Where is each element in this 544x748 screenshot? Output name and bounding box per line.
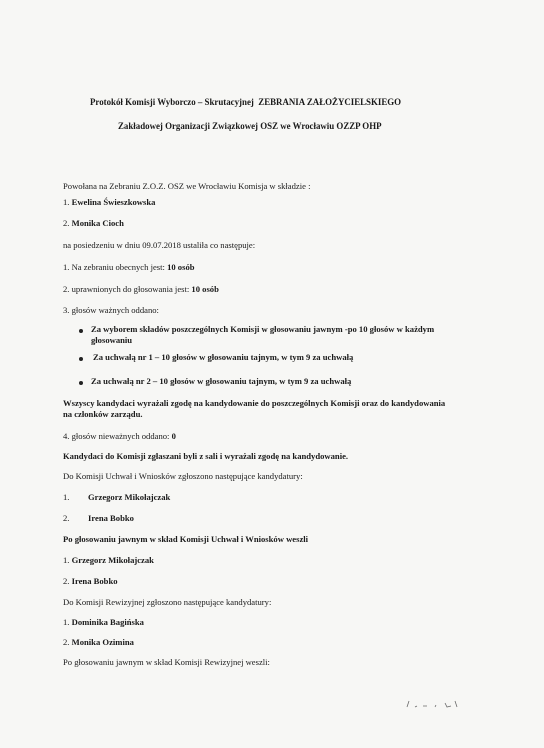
- candidates-from-floor-text: Kandydaci do Komisji zgłaszani byli z sali i wyrażali zgodę na kandydowanie.: [63, 451, 349, 461]
- point-text: 2. uprawnionych do głosowania jest:: [63, 284, 190, 294]
- member-name: Monika Cioch: [71, 218, 124, 228]
- audit-candidate-2: [63, 637, 134, 648]
- meeting-date-text: na posiedzeniu w dniu 09.07.2018 ustaliła co następuje:: [63, 240, 256, 250]
- resolutions-candidate-2: [63, 513, 134, 524]
- candidate-number: 1.: [63, 492, 70, 502]
- candidate-name: Irena Bobko: [88, 513, 134, 523]
- committee-member-2: [63, 218, 124, 229]
- candidate-number: 1.: [63, 617, 70, 627]
- point-value: 0: [171, 431, 176, 441]
- resolutions-elected-2: [63, 576, 118, 587]
- candidate-name: Dominika Bagińska: [71, 617, 144, 627]
- point-1: [63, 262, 195, 273]
- member-name: Ewelina Świeszkowska: [71, 197, 156, 207]
- candidate-number: 2.: [63, 637, 70, 647]
- member-number: 1.: [63, 197, 70, 207]
- audit-committee-intro: Do Komisji Rewizyjnej zgłoszono następujące kandydatury:: [63, 597, 272, 607]
- audit-vote-result: Po głosowaniu jawnym w skład Komisji Rewizyjnej weszli:: [63, 657, 270, 667]
- resolutions-vote-result: [63, 534, 308, 545]
- member-number: 2.: [63, 218, 70, 228]
- resolutions-elected-1: [63, 555, 154, 566]
- bullet-item-1: Za wyborem składów poszczególnych Komisji w głosowaniu jawnym -po 10 głosów w każdym głosowaniu: [91, 324, 435, 345]
- candidate-name: Monika Ozimina: [71, 637, 134, 647]
- handwritten-mark: [405, 697, 465, 711]
- bullet-icon: [79, 357, 83, 361]
- vote-result-text: Po głosowaniu jawnym w skład Komisji Uchwał i Wniosków weszli: [63, 534, 309, 544]
- document-title-line1: [90, 97, 401, 108]
- point-text: 1. Na zebraniu obecnych jest:: [63, 262, 165, 272]
- resolutions-candidate-1: [63, 492, 171, 503]
- bullet-item-3: Za uchwałą nr 2 – 10 głosów w głosowaniu tajnym, w tym 9 za uchwałą: [91, 376, 352, 386]
- elected-number: 2.: [63, 576, 70, 586]
- title-part-b: ZEBRANIA ZAŁOŻYCIELSKIEGO: [258, 97, 402, 107]
- elected-number: 1.: [63, 555, 70, 565]
- title-part-a: Protokół Komisji Wyborczo – Skrutacyjnej: [90, 97, 254, 107]
- bullet-item-2: Za uchwałą nr 1 – 10 głosów w głosowaniu tajnym, w tym 9 za uchwałą: [93, 352, 354, 362]
- candidate-number: 2.: [63, 513, 70, 523]
- point-4: [63, 431, 176, 442]
- point-3: 3. głosów ważnych oddano:: [63, 305, 159, 315]
- bullet-icon: [79, 329, 83, 333]
- point-value: 10 osób: [191, 284, 219, 294]
- resolutions-committee-intro: Do Komisji Uchwał i Wniosków zgłoszono następujące kandydatury:: [63, 471, 303, 481]
- audit-candidate-1: [63, 617, 144, 628]
- elected-name: Irena Bobko: [71, 576, 118, 586]
- committee-member-1: [63, 197, 155, 208]
- point-value: 10 osób: [167, 262, 195, 272]
- point-text: 4. głosów nieważnych oddano:: [63, 431, 170, 441]
- candidate-name: Grzegorz Mikołajczak: [88, 492, 171, 502]
- point-2: [63, 284, 219, 295]
- intro-text: Powołana na Zebraniu Z.O.Z. OSZ we Wrocławiu Komisja w składzie :: [63, 181, 311, 191]
- document-title-line2: Zakładowej Organizacji Związkowej OSZ we Wrocławiu OZZP OHP: [118, 121, 382, 131]
- bullet-icon: [79, 381, 83, 385]
- elected-name: Grzegorz Mikołajczak: [71, 555, 154, 565]
- candidates-consent-text: Wszyscy kandydaci wyrażali zgodę na kandydowanie do poszczególnych Komisji oraz do kandydowania na członków zarządu.: [63, 398, 446, 419]
